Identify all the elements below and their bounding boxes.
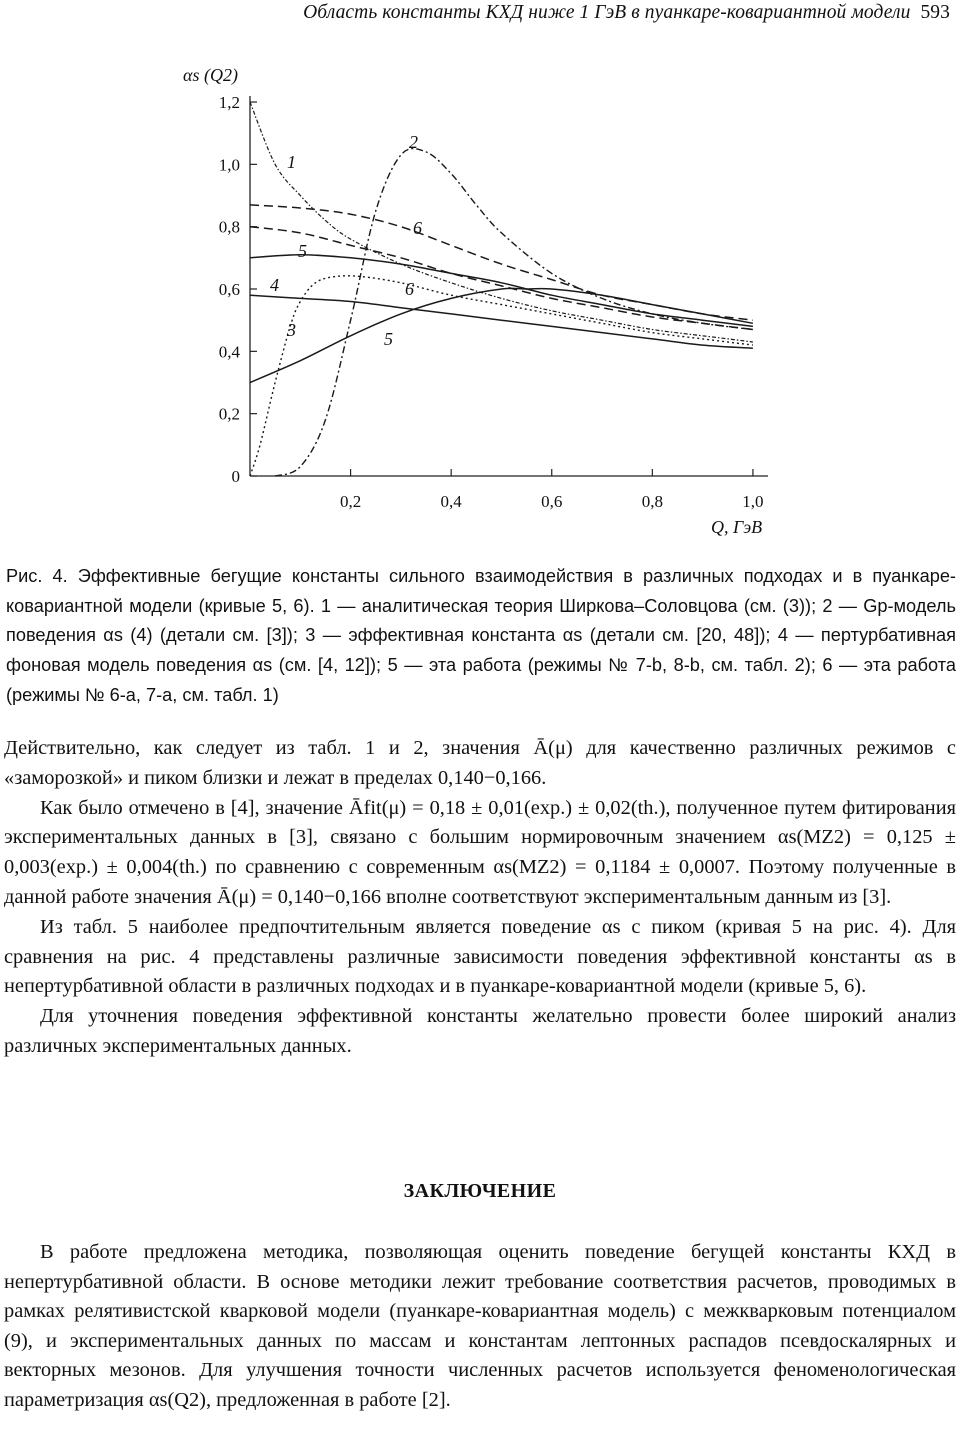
curve-label-1: 1 xyxy=(287,152,296,172)
x-tick-label: 0,6 xyxy=(541,492,563,511)
y-tick-label: 0,2 xyxy=(218,404,240,424)
x-tick-label: 0,4 xyxy=(440,492,462,511)
y-tick-label: 0,8 xyxy=(218,217,240,237)
conclusion-text xyxy=(4,1238,956,1416)
y-tick-label: 1,2 xyxy=(218,93,240,112)
x-tick-label: 0,2 xyxy=(339,492,362,511)
curve-label-2: 2 xyxy=(409,132,418,152)
y-tick-label: 0,6 xyxy=(218,280,240,299)
y-tick-label: 0,4 xyxy=(218,342,240,362)
caption-text: Эффективные бегущие константы сильного взаимодействия в различных подходах и в пуанкаре-ковариантной модели (кривые 5, 6). 1 — аналитическая теория Ширкова–Соловцова (см. (3)); 2 — Gp-модель поведения αs (4) (детали см. [3]); 3 — эффективная константа αs (детали см. [20, 48]); 4 — пертурбативная фоновая модель поведения αs (см. [4, 12]); 5 — эта работа (режимы № 7-b, 8-b, см. табл. 2); 6 — эта работа (режимы № 6-a, 7-a, см. табл. 1) xyxy=(6,566,956,705)
paragraph: Действительно, как следует из табл. 1 и 2, значения Ā(μ) для качественно различных режимов с «заморозкой» и пиком близки и лежат в пределах 0,140−0,166. xyxy=(4,737,956,789)
chart-series xyxy=(250,102,753,476)
curve-label-5: 5 xyxy=(384,329,393,349)
series-curve-2 xyxy=(275,149,753,476)
figure-caption xyxy=(6,562,956,711)
curve-label-4: 4 xyxy=(270,275,279,295)
paragraph: Для уточнения поведения эффективной константы желательно провести более широкий анализ различных экспериментальных данных. xyxy=(4,1005,956,1057)
paragraph: Из табл. 5 наиболее предпочтительным является поведение αs с пиком (кривая 5 на рис. 4). Для сравнения на рис. 4 представлены различные зависимости поведения эффективной константы αs в непертурбативной области в различных подходах и в пуанкаре-ковариантной модели (кривые 5, 6). xyxy=(4,915,956,998)
figure-chart xyxy=(0,0,960,545)
paragraph: В работе предложена методика, позволяющая оценить поведение бегущей константы КХД в непертурбативной области. В основе методики лежит требование соответствия расчетов, проводимых в рамках релятивистской кварковой модели (пуанкаре-ковариантная модель) с межкварковым потенциалом (9), и экспериментальных данных по массам и константам лептонных распадов псевдоскалярных и векторных мезонов. Для улучшения точности численных расчетов используется феноменологическая параметризация αs(Q2), предложенная в работе [2]. xyxy=(4,1241,956,1411)
curve-label-3: 3 xyxy=(287,320,296,340)
section-title: ЗАКЛЮЧЕНИЕ xyxy=(403,1180,557,1202)
series-curve-6 xyxy=(250,205,753,320)
y-tick-label: 0 xyxy=(231,467,240,486)
x-tick-label: 1,0 xyxy=(742,492,764,511)
series-curve-5 xyxy=(250,288,753,382)
series-curve-4 xyxy=(250,295,753,348)
main-text xyxy=(4,734,956,1062)
caption-prefix: Рис. 4. xyxy=(6,566,68,586)
running-title: Область константы КХД ниже 1 ГэВ в пуанкаре-ковариантной модели xyxy=(303,2,911,23)
series-curve-5 xyxy=(250,255,753,327)
x-tick-label: 0,8 xyxy=(641,492,663,511)
page-number: 593 xyxy=(920,2,950,23)
curve-label-6: 6 xyxy=(405,279,414,299)
y-tick-label: 1,0 xyxy=(218,155,240,175)
series-curve-6 xyxy=(250,227,753,330)
curve-label-6: 6 xyxy=(413,218,422,238)
y-axis-label: αs (Q2) xyxy=(183,65,238,85)
paragraph: Как было отмечено в [4], значение Āfit(μ) = 0,18 ± 0,01(exp.) ± 0,02(th.), полученное путем фитирования экспериментальных данных в [3], связано с большим нормировочным значением αs(MZ2) = 0,125 ± 0,003(exp.) ± 0,004(th.) по сравнению с современным αs(MZ2) = 0,1184 ± 0,0007. Поэтому полученные в данной работе значения Ā(μ) = 0,140−0,166 вполне соответствуют экспериментальным данным из [3]. xyxy=(4,796,956,908)
series-curve-1 xyxy=(250,102,753,342)
curve-label-5: 5 xyxy=(298,241,307,261)
x-axis-label: Q, ГэВ xyxy=(711,517,763,537)
chart-axes xyxy=(183,65,768,537)
series-curve-3 xyxy=(250,276,753,476)
